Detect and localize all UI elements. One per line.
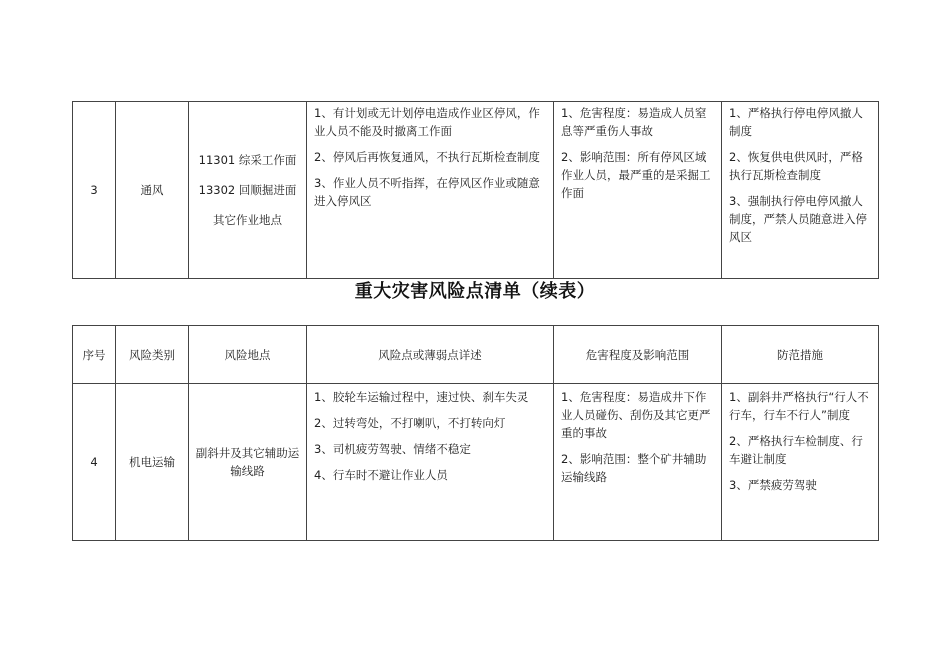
risk-location: [189, 384, 307, 541]
measure-item: 3、强制执行停电停风撤人制度，严禁人员随意进入停风区: [729, 194, 867, 244]
risk-item: 2、过转弯处，不打喇叭，不打转向灯: [314, 416, 506, 430]
header-location: 风险地点: [189, 326, 307, 384]
risk-item: 1、胶轮车运输过程中，速过快、刹车失灵: [314, 390, 529, 404]
measure-item: 1、副斜井严格执行“行人不行车，行车不行人”制度: [729, 390, 869, 422]
risk-category: 机电运输: [116, 384, 189, 541]
section-title: 重大灾害风险点清单（续表）: [354, 281, 596, 302]
location-item: 其它作业地点: [213, 213, 282, 227]
risk-details: [307, 102, 554, 279]
risk-item: 4、行车时不避让作业人员: [314, 468, 448, 482]
risk-locations: [189, 102, 307, 279]
risk-table-top: [72, 101, 879, 279]
risk-category: 通风: [116, 102, 189, 279]
location-item: 13302 回顺掘进面: [198, 183, 297, 197]
hazard-item: 2、影响范围：整个矿井辅助运输线路: [561, 452, 707, 484]
header-hazard: 危害程度及影响范围: [554, 326, 722, 384]
header-category: 风险类别: [116, 326, 189, 384]
measure-item: 3、严禁疲劳驾驶: [729, 478, 817, 492]
risk-item: 3、作业人员不听指挥，在停风区作业或随意进入停风区: [314, 176, 540, 208]
table-row: [73, 102, 879, 279]
hazard-details: [554, 384, 722, 541]
hazard-details: [554, 102, 722, 279]
table-header-row: [73, 326, 879, 384]
risk-item: 2、停风后再恢复通风，不执行瓦斯检查制度: [314, 150, 540, 164]
hazard-item: 2、影响范围：所有停风区域作业人员，最严重的是采掘工作面: [561, 150, 711, 200]
prevention-measures: [722, 102, 879, 279]
row-number: 3: [73, 102, 116, 279]
header-risk: 风险点或薄弱点详述: [307, 326, 554, 384]
measure-item: 2、恢复供电供风时，严格执行瓦斯检查制度: [729, 150, 863, 182]
measure-item: 2、严格执行车检制度、行车避让制度: [729, 434, 863, 466]
prevention-measures: [722, 384, 879, 541]
risk-item: 3、司机疲劳驾驶、情绪不稳定: [314, 442, 471, 456]
risk-location-text: 副斜井及其它辅助运输线路: [195, 446, 300, 478]
table-row: [73, 384, 879, 541]
risk-details: [307, 384, 554, 541]
header-no: 序号: [73, 326, 116, 384]
hazard-item: 1、危害程度：易造成人员窒息等严重伤人事故: [561, 106, 707, 138]
risk-table-bottom: [72, 325, 879, 541]
risk-item: 1、有计划或无计划停电造成作业区停风，作业人员不能及时撤离工作面: [314, 106, 540, 138]
row-number: 4: [73, 384, 116, 541]
hazard-item: 1、危害程度：易造成井下作业人员碰伤、刮伤及其它更严重的事故: [561, 390, 711, 440]
location-item: 11301 综采工作面: [198, 153, 297, 167]
header-measure: 防范措施: [722, 326, 879, 384]
measure-item: 1、严格执行停电停风撤人制度: [729, 106, 863, 138]
